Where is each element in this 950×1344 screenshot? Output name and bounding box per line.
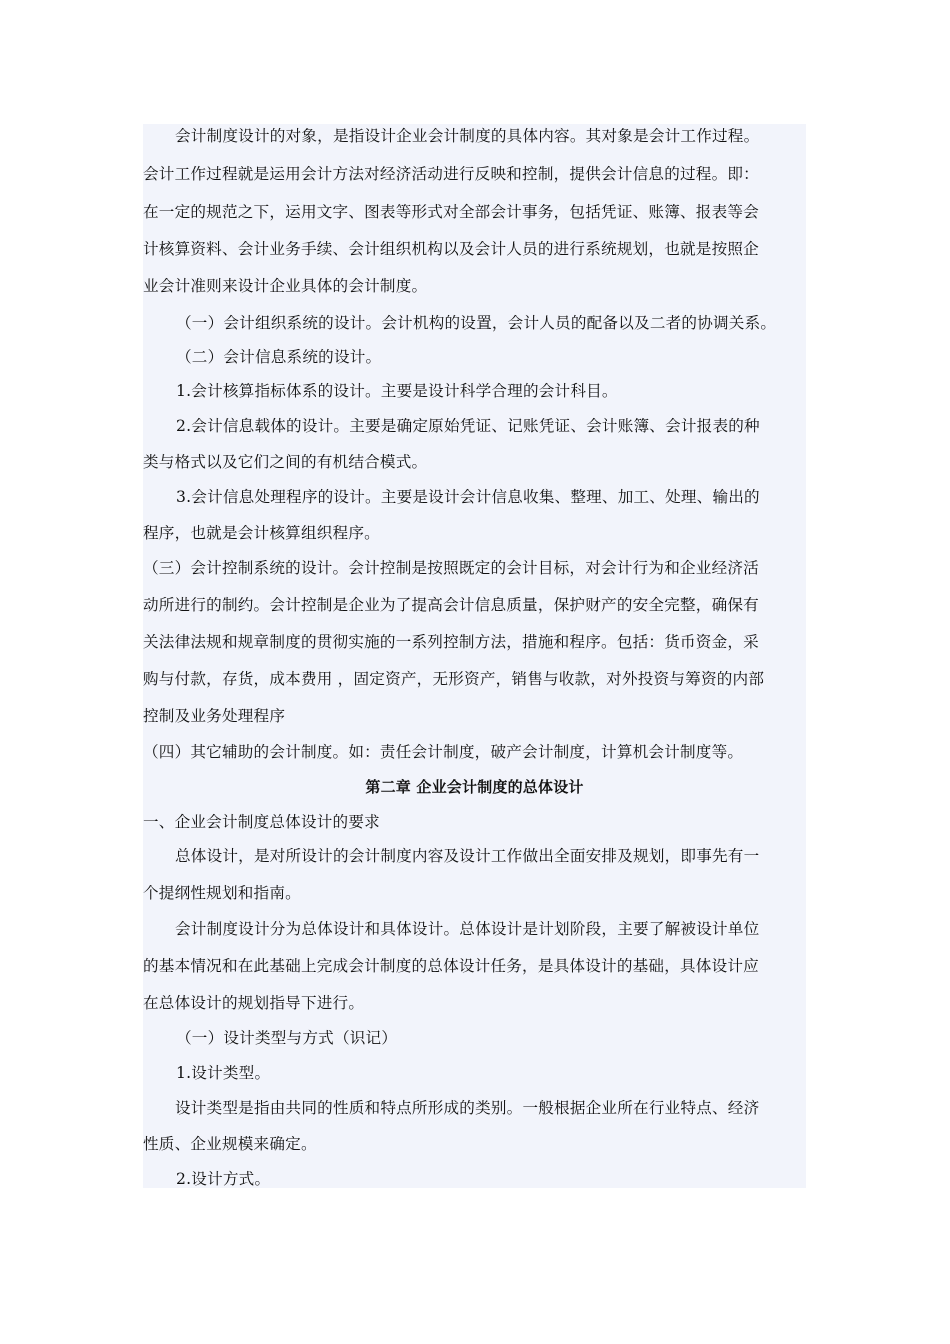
paragraph-line: 3.会计信息处理程序的设计。主要是设计会计信息收集、整理、加工、处理、输出的	[176, 488, 760, 506]
paragraph-line: （二）会计信息系统的设计。	[176, 348, 382, 366]
paragraph-line: 控制及业务处理程序	[143, 707, 286, 725]
paragraph-line: 2.设计方式。	[176, 1170, 271, 1188]
paragraph-line: 性质、企业规模来确定。	[143, 1135, 317, 1153]
paragraph-line: （三）会计控制系统的设计。会计控制是按照既定的会计目标，对会计行为和企业经济活	[143, 559, 759, 577]
paragraph-line: 类与格式以及它们之间的有机结合模式。	[143, 453, 428, 471]
chapter-heading: 第二章 企业会计制度的总体设计	[365, 778, 584, 796]
paragraph-line: 业会计准则来设计企业具体的会计制度。	[143, 277, 428, 295]
paragraph-line: 会计工作过程就是运用会计方法对经济活动进行反映和控制，提供会计信息的过程。即：	[143, 165, 759, 183]
paragraph-line: （一）设计类型与方式（识记）	[176, 1029, 398, 1047]
paragraph-line: 关法律法规和规章制度的贯彻实施的一系列控制方法，措施和程序。包括：货币资金，采	[143, 633, 759, 651]
paragraph-line: 1.设计类型。	[176, 1064, 271, 1082]
paragraph-line: （四）其它辅助的会计制度。如：责任会计制度，破产会计制度，计算机会计制度等。	[143, 743, 744, 761]
section-heading: 一、企业会计制度总体设计的要求	[143, 813, 380, 831]
paragraph-line: 总体设计，是对所设计的会计制度内容及设计工作做出全面安排及规划，即事先有一	[175, 847, 760, 865]
paragraph-line: 程序，也就是会计核算组织程序。	[143, 524, 380, 542]
paragraph-line: 会计制度设计分为总体设计和具体设计。总体设计是计划阶段，主要了解被设计单位	[175, 920, 760, 938]
paragraph-line: 动所进行的制约。会计控制是企业为了提高会计信息质量，保护财产的安全完整，确保有	[143, 596, 759, 614]
paragraph-line: （一）会计组织系统的设计。会计机构的设置，会计人员的配备以及二者的协调关系。	[176, 314, 777, 332]
paragraph-line: 在总体设计的规划指导下进行。	[143, 994, 365, 1012]
paragraph-line: 2.会计信息载体的设计。主要是确定原始凭证、记账凭证、会计账簿、会计报表的种	[176, 417, 760, 435]
paragraph-line: 计核算资料、会计业务手续、会计组织机构以及会计人员的进行系统规划，也就是按照企	[143, 240, 759, 258]
paragraph-line: 购与付款，存货，成本费用 ，固定资产，无形资产，销售与收款，对外投资与筹资的内部	[143, 670, 765, 688]
paragraph-line: 个提纲性规划和指南。	[143, 884, 301, 902]
paragraph-line: 会计制度设计的对象，是指设计企业会计制度的具体内容。其对象是会计工作过程。	[175, 127, 760, 145]
paragraph-line: 在一定的规范之下，运用文字、图表等形式对全部会计事务，包括凭证、账簿、报表等会	[143, 203, 759, 221]
paragraph-line: 的基本情况和在此基础上完成会计制度的总体设计任务，是具体设计的基础，具体设计应	[143, 957, 759, 975]
paragraph-line: 设计类型是指由共同的性质和特点所形成的类别。一般根据企业所在行业特点、经济	[175, 1099, 760, 1117]
paragraph-line: 1.会计核算指标体系的设计。主要是设计科学合理的会计科目。	[176, 382, 618, 400]
